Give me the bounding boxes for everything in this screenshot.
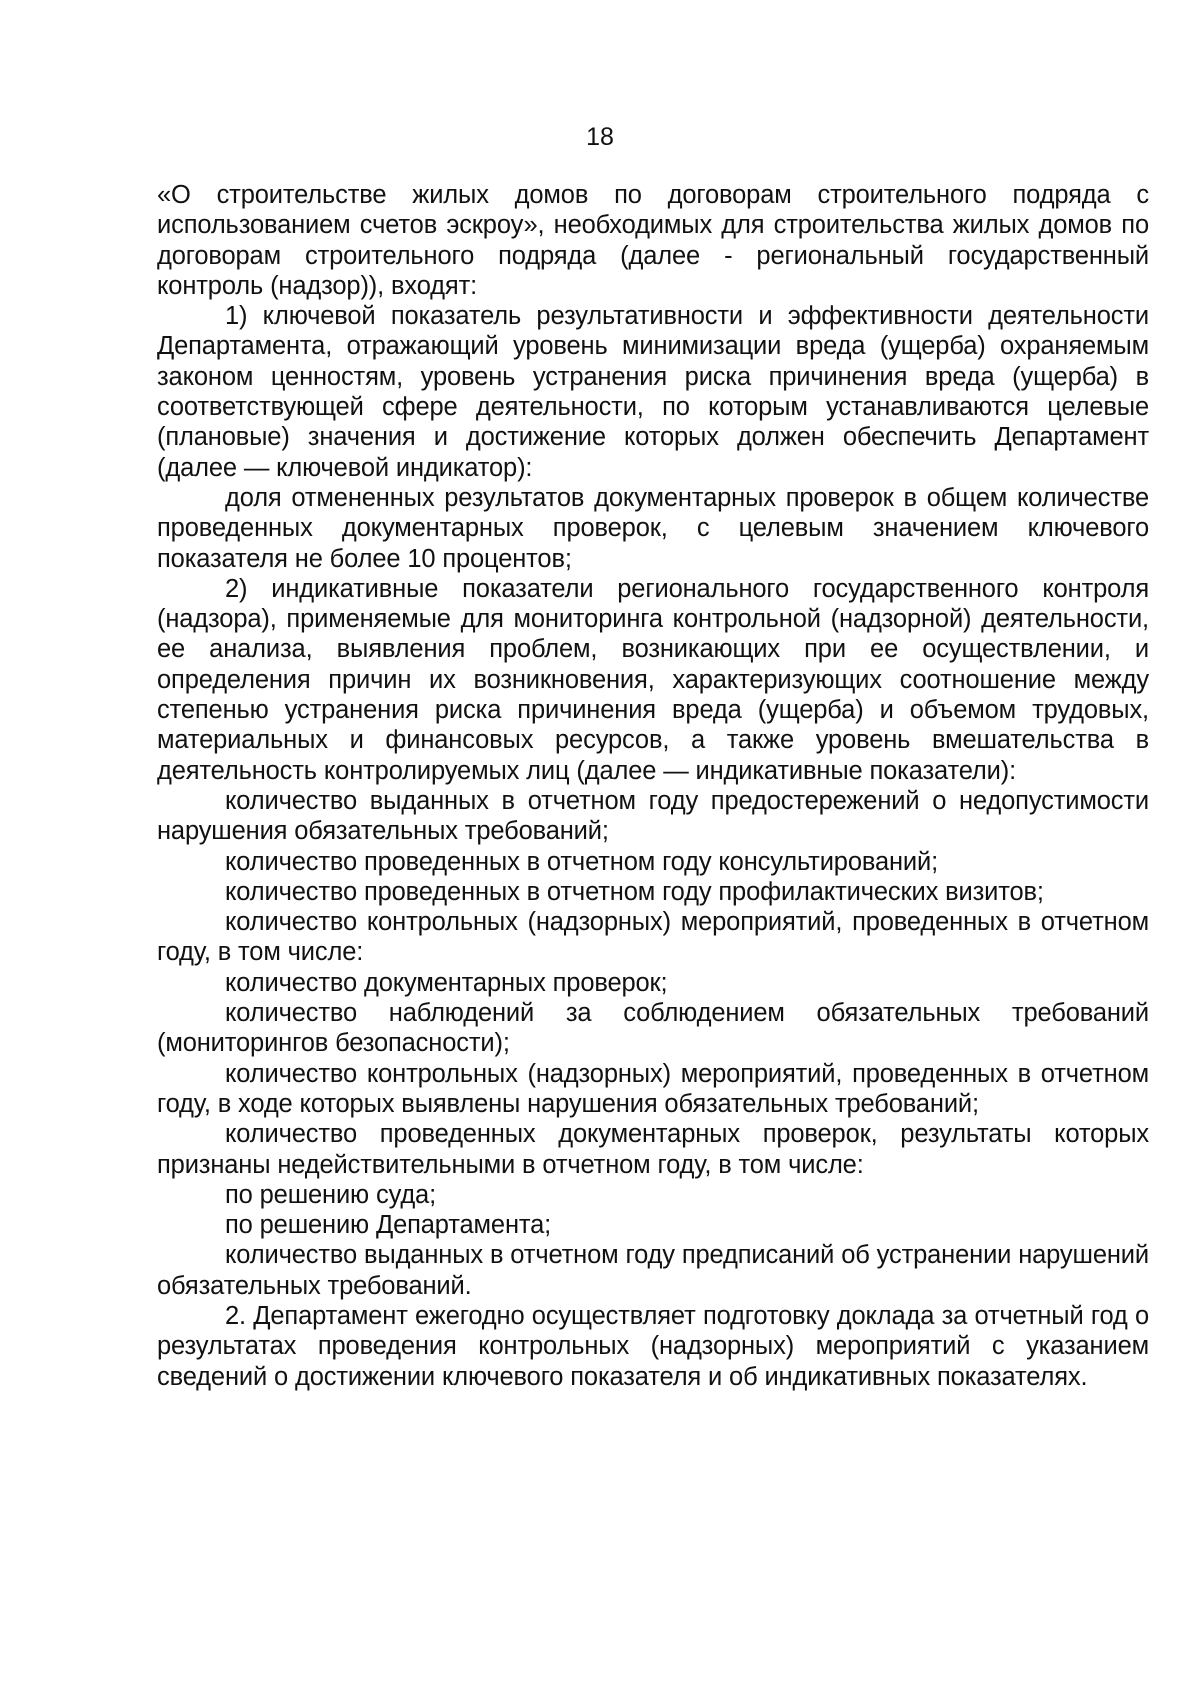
paragraph: 1) ключевой показатель результативности и эффективности деятельности Департамента, отражающий уровень минимизации вреда (ущерба) охраняемым законом ценностям, уровень устранения риска причинения вреда (ущерба) в соответствующей сфере деятельности, по которым устанавливаются целевые (плановые) значения и достижение которых должен обеспечить Департамент (далее — ключевой индикатор):	[157, 302, 1149, 482]
paragraph: количество проведенных документарных проверок, результаты которых признаны недействительными в отчетном году, в том числе:	[157, 1120, 1149, 1179]
paragraph: 2) индикативные показатели регионального государственного контроля (надзора), применяемые для мониторинга контрольной (надзорной) деятельности, ее анализа, выявления проблем, возникающих при ее осуществлении, и определения причин их возникновения, характеризующих соотношение между степенью устранения риска причинения вреда (ущерба) и объемом трудовых, материальных и финансовых ресурсов, а также уровень вмешательства в деятельность контролируемых лиц (далее — индикативные показатели):	[157, 574, 1149, 785]
paragraph: количество наблюдений за соблюдением обязательных требований (мониторингов безопасности);	[157, 999, 1149, 1058]
paragraph: количество документарных проверок;	[225, 968, 668, 997]
paragraph: количество выданных в отчетном году предписаний об устранении нарушений обязательных требований.	[157, 1241, 1149, 1300]
paragraph: 2. Департамент ежегодно осуществляет подготовку доклада за отчетный год о результатах проведения контрольных (надзорных) мероприятий с указанием сведений о достижении ключевого показателя и об индикативных показателях.	[157, 1301, 1149, 1391]
paragraph: «О строительстве жилых домов по договорам строительного подряда с использованием счетов эскроу», необходимых для строительства жилых домов по договорам строительного подряда (далее - региональный государственный контроль (надзор)), входят:	[157, 181, 1149, 300]
paragraph: количество выданных в отчетном году предостережений о недопустимости нарушения обязательных требований;	[157, 786, 1149, 846]
paragraph: количество контрольных (надзорных) мероприятий, проведенных в отчетном году, в том числе:	[157, 908, 1149, 967]
paragraph: количество проведенных в отчетном году консультирований;	[225, 847, 939, 876]
page-number: 18	[586, 123, 614, 151]
paragraph: количество контрольных (надзорных) мероприятий, проведенных в отчетном году, в ходе которых выявлены нарушения обязательных требований;	[157, 1059, 1149, 1118]
document-body	[157, 180, 1149, 1392]
paragraph: доля отмененных результатов документарных проверок в общем количестве проведенных документарных проверок, с целевым значением ключевого показателя не более 10 процентов;	[157, 483, 1149, 573]
paragraph: по решению суда;	[225, 1180, 437, 1209]
paragraph: количество проведенных в отчетном году профилактических визитов;	[225, 877, 1044, 906]
paragraph: по решению Департамента;	[225, 1211, 552, 1240]
